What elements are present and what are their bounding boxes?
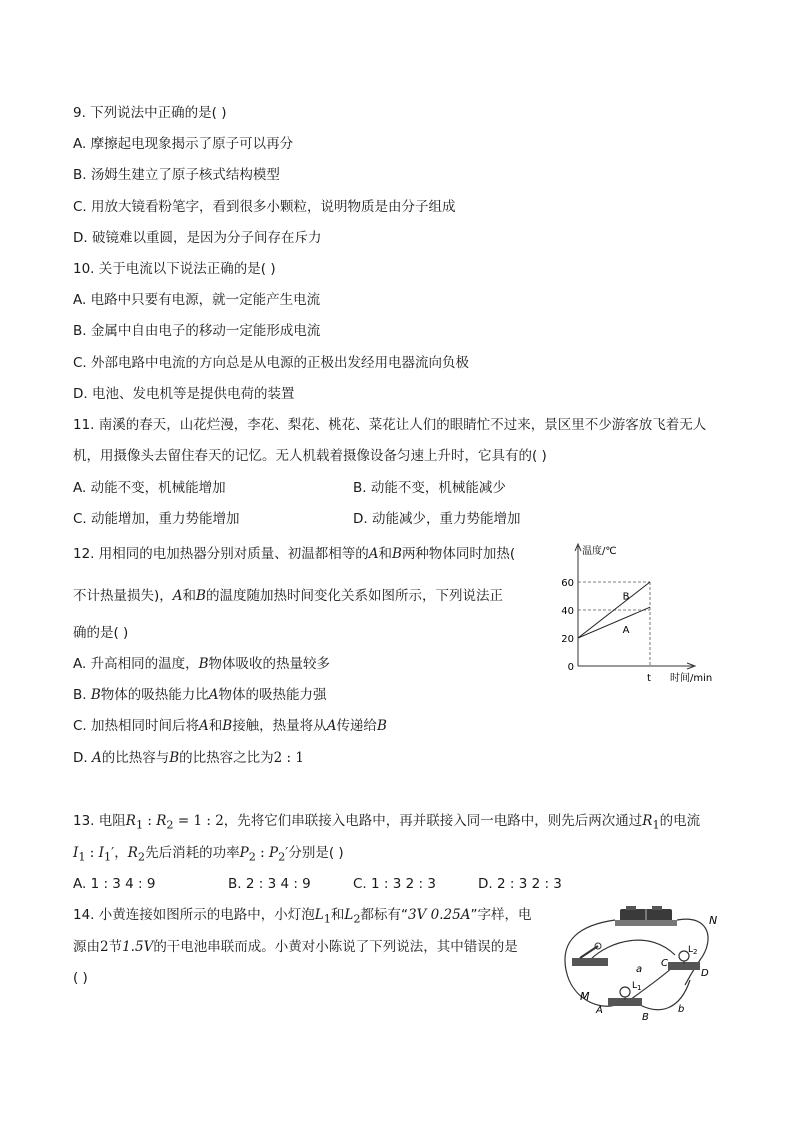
q14-circuit-diagram — [560, 900, 735, 1025]
q12-stem-line3: 确的是( ) — [73, 625, 129, 641]
label-d: D — [701, 968, 709, 979]
series-line-a — [578, 607, 650, 638]
x-axis-label: 时间/min — [670, 673, 713, 684]
label-a: A — [596, 1005, 603, 1016]
series-label-b: B — [622, 591, 630, 603]
q11-option-b: B. 动能不变，机械能减少 — [353, 480, 506, 496]
q12-option-c: C. 加热相同时间后将A和B接触，热量将从A传递给B — [73, 718, 387, 734]
x-tick-label: t — [647, 673, 651, 684]
q14-stem-line3: ( ) — [73, 970, 88, 986]
label-n: N — [709, 914, 718, 927]
label-wire-b: b — [678, 1004, 685, 1015]
series-label-a: A — [622, 624, 630, 636]
y-tick-label: 20 — [561, 634, 574, 645]
q11-stem-line1: 11. 南溪的春天，山花烂漫，李花、梨花、桃花、菜花让人们的眼睛忙不过来，景区里不少游客放飞着无人 — [73, 417, 707, 433]
q10-option-a: A. 电路中只要有电源，就一定能产生电流 — [73, 292, 321, 308]
q9-option-d: D. 破镜难以重圆，是因为分子间存在斥力 — [73, 230, 322, 246]
q13-option-c: C. 1 : 3 2 : 3 — [353, 876, 436, 892]
q10-option-b: B. 金属中自由电子的移动一定能形成电流 — [73, 323, 321, 339]
label-l2: $L_2$ — [688, 945, 698, 956]
q11-option-d: D. 动能减少，重力势能增加 — [353, 511, 521, 527]
q13-stem-line2: $I_1$ : $I_1'$，$R_2$先后消耗的功率$P_2$ : $P_2'$分别是( ) — [73, 845, 344, 864]
q9-option-b: B. 汤姆生建立了原子核式结构模型 — [73, 167, 280, 183]
label-c: C — [661, 958, 668, 969]
y-tick-label: 40 — [561, 606, 574, 617]
q9-stem: 9. 下列说法中正确的是( ) — [73, 105, 227, 121]
q12-option-a: A. 升高相同的温度，B物体吸收的热量较多 — [73, 656, 331, 672]
q12-temperature-chart — [548, 538, 738, 688]
q13-stem-line1: 13. 电阻$R_1$ : $R_2 = 1$ : 2，先将它们串联接入电路中，再并联接入同一电路中，则先后两次通过$R_1$的电流 — [73, 813, 701, 832]
q11-option-a: A. 动能不变，机械能增加 — [73, 480, 226, 496]
q14-stem-line1: 14. 小黄连接如图所示的电路中，小灯泡$L_1$和$L_2$都标有“3V 0.25A”字样，电 — [73, 907, 532, 926]
q13-option-a: A. 1 : 3 4 : 9 — [73, 876, 156, 892]
q12-option-b: B. B物体的吸热能力比A物体的吸热能力强 — [73, 687, 327, 703]
label-wire-a: a — [636, 964, 643, 975]
label-m: M — [580, 990, 590, 1003]
q12-stem-line2: 不计热量损失)，A和B的温度随加热时间变化关系如图所示，下列说法正 — [73, 588, 503, 604]
q11-stem-line2: 机，用摄像头去留住春天的记忆。无人机载着摄像设备匀速上升时，它具有的( ) — [73, 448, 547, 464]
y-tick-label: 60 — [561, 578, 574, 589]
y-tick-label: 0 — [567, 662, 574, 673]
q13-option-d: D. 2 : 3 2 : 3 — [478, 876, 562, 892]
q13-option-b: B. 2 : 3 4 : 9 — [228, 876, 311, 892]
q9-option-a: A. 摩擦起电现象揭示了原子可以再分 — [73, 136, 294, 152]
q12-stem-line1: 12. 用相同的电加热器分别对质量、初温都相等的A和B两种物体同时加热( — [73, 546, 516, 562]
q10-stem: 10. 关于电流以下说法正确的是( ) — [73, 261, 276, 277]
q10-option-c: C. 外部电路中电流的方向总是从电源的正极出发经用电器流向负极 — [73, 355, 470, 371]
label-l1: $L_1$ — [632, 981, 642, 992]
q12-option-d: D. A的比热容与B的比热容之比为2 : 1 — [73, 750, 304, 766]
battery-icon — [615, 906, 677, 926]
q14-stem-line2: 源由2节1.5V的干电池串联而成。小黄对小陈说了下列说法，其中错误的是 — [73, 939, 518, 955]
q9-option-c: C. 用放大镜看粉笔字，看到很多小颗粒，说明物质是由分子组成 — [73, 199, 456, 215]
label-b-terminal: B — [642, 1012, 649, 1023]
q11-option-c: C. 动能增加，重力势能增加 — [73, 511, 240, 527]
switch-icon — [572, 943, 608, 966]
y-axis-label: 温度/℃ — [582, 546, 617, 557]
q10-option-d: D. 电池、发电机等是提供电荷的装置 — [73, 386, 295, 402]
